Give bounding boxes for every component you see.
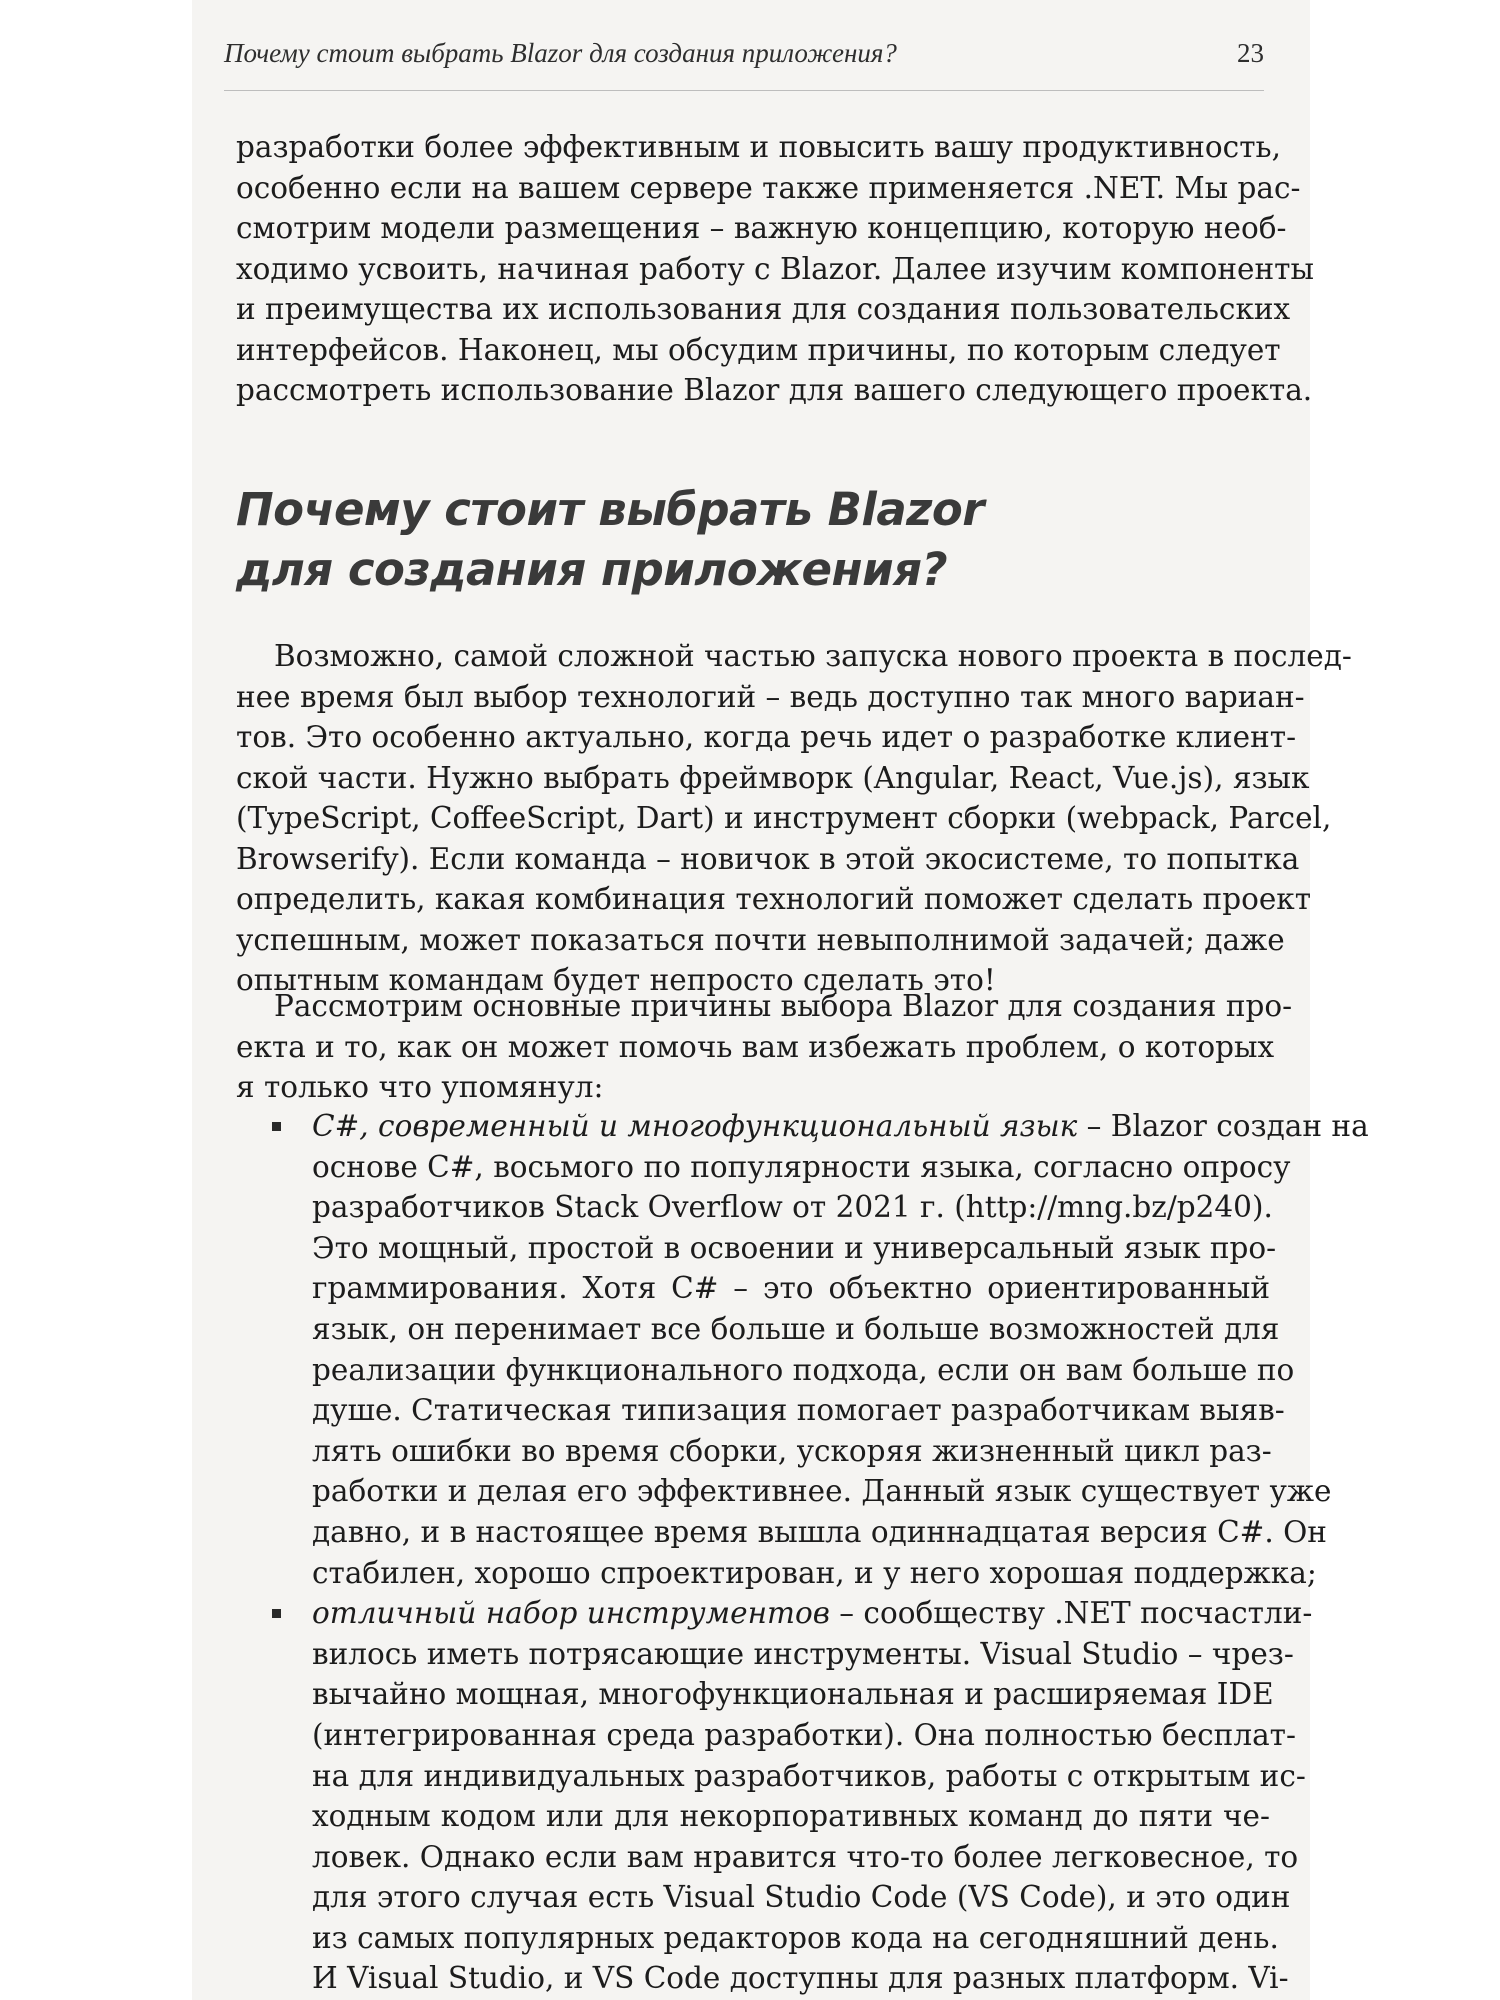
text-line: разработки более эффективным и повысить вашу продуктивность, xyxy=(236,130,1281,164)
list-term: отличный набор инструментов xyxy=(312,1596,830,1631)
text-line: тов. Это особенно актуально, когда речь идет о разработке клиент- xyxy=(236,720,1297,754)
section-heading xyxy=(236,480,1236,600)
text-line: Рассмотрим основные причины выбора Blazor для создания про- xyxy=(274,989,1293,1023)
section-heading-line: Почему стоит выбрать Blazor xyxy=(236,483,984,536)
text-line: работки и делая его эффективнее. Данный язык существует уже xyxy=(312,1474,1332,1509)
text-line: вычайно мощная, многофункциональная и расширяемая IDE xyxy=(312,1677,1274,1712)
text-line: лять ошибки во время сборки, ускоряя жизненный цикл раз- xyxy=(312,1433,1272,1468)
text-line: И Visual Studio, и VS Code доступны для разных платформ. Vi- xyxy=(312,1961,1289,1996)
text-line: давно, и в настоящее время вышла одиннадцатая версия C#. Он xyxy=(312,1514,1327,1549)
reasons-list xyxy=(236,1106,1369,1999)
text-line: Возможно, самой сложной частью запуска нового проекта в послед- xyxy=(274,639,1352,673)
text-line: интерфейсов. Наконец, мы обсудим причины, по которым следует xyxy=(236,332,1281,367)
intro-paragraph xyxy=(236,127,1314,411)
text-line: нее время был выбор технологий – ведь доступно так много вариан- xyxy=(236,679,1305,714)
list-item xyxy=(236,1593,1313,1999)
text-line: реализации функционального подхода, если он вам больше по xyxy=(312,1352,1295,1387)
text-line: душе. Статическая типизация помогает разработчикам выяв- xyxy=(312,1393,1285,1428)
text-line: из самых популярных редакторов кода на сегодняшний день. xyxy=(312,1920,1279,1955)
list-term: C#, современный и многофункциональный язык xyxy=(312,1109,1078,1143)
list-text: – сообществу .NET посчастли- xyxy=(829,1596,1313,1631)
text-line: особенно если на вашем сервере также применяется .NET. Мы рас- xyxy=(236,170,1301,205)
running-head-title: Почему стоит выбрать Blazor для создания приложения? xyxy=(224,38,897,68)
section-heading-line: для создания приложения? xyxy=(236,543,948,596)
page-number: 23 xyxy=(1237,38,1264,68)
text-line: на для индивидуальных разработчиков, работы с открытым ис- xyxy=(312,1758,1306,1793)
paragraph-3 xyxy=(236,986,1293,1108)
text-line: разработчиков Stack Overflow от 2021 г. (http://mng.bz/p240). xyxy=(312,1190,1273,1225)
bullet-icon xyxy=(272,1609,281,1618)
text-line: определить, какая комбинация технологий поможет сделать проект xyxy=(236,882,1312,916)
paragraph-2 xyxy=(236,636,1352,1001)
running-head xyxy=(224,38,1264,82)
text-line: рассмотреть использование Blazor для вашего следующего проекта. xyxy=(236,373,1313,407)
list-item xyxy=(236,1106,1369,1593)
text-line: (TypeScript, CoffeeScript, Dart) и инструмент сборки (webpack, Parcel, xyxy=(236,801,1332,835)
bullet-icon xyxy=(272,1122,281,1131)
text-line: граммирования. Хотя C# – это объектно ориентированный xyxy=(312,1271,1270,1306)
text-line: ходимо усвоить, начиная работу с Blazor. Далее изучим компоненты xyxy=(236,251,1314,286)
text-line: я только что упомянул: xyxy=(236,1070,604,1104)
text-line: успешным, может показаться почти невыполнимой задачей; даже xyxy=(236,922,1285,957)
text-line: вилось иметь потрясающие инструменты. Visual Studio – чрез- xyxy=(312,1636,1294,1671)
text-line: ловек. Однако если вам нравится что-то более легковесное, то xyxy=(312,1839,1299,1874)
text-line: для этого случая есть Visual Studio Code (VS Code), и это один xyxy=(312,1880,1291,1915)
list-text: – Blazor создан на xyxy=(1077,1109,1369,1143)
text-line: Это мощный, простой в освоении и универсальный язык про- xyxy=(312,1230,1277,1265)
text-line xyxy=(312,1106,1369,1147)
header-rule xyxy=(224,90,1264,91)
text-line: ской части. Нужно выбрать фреймворк (Angular, React, Vue.js), язык xyxy=(236,760,1310,795)
text-line: и преимущества их использования для создания пользовательских xyxy=(236,292,1291,326)
text-line: опытным командам будет непросто сделать это! xyxy=(236,963,996,997)
text-line: ходным кодом или для некорпоративных команд до пяти че- xyxy=(312,1799,1270,1834)
text-line: (интегрированная среда разработки). Она полностью бесплат- xyxy=(312,1717,1296,1752)
text-line: стабилен, хорошо спроектирован, и у него хорошая поддержка; xyxy=(312,1555,1317,1590)
text-line xyxy=(312,1593,1313,1634)
text-line: язык, он перенимает все больше и больше возможностей для xyxy=(312,1311,1280,1346)
text-line: смотрим модели размещения – важную концепцию, которую необ- xyxy=(236,211,1287,245)
text-line: екта и то, как он может помочь вам избежать проблем, о которых xyxy=(236,1029,1275,1064)
text-line: Browserify). Если команда – новичок в этой экосистеме, то попытка xyxy=(236,841,1300,876)
text-line: основе C#, восьмого по популярности языка, согласно опросу xyxy=(312,1149,1291,1184)
